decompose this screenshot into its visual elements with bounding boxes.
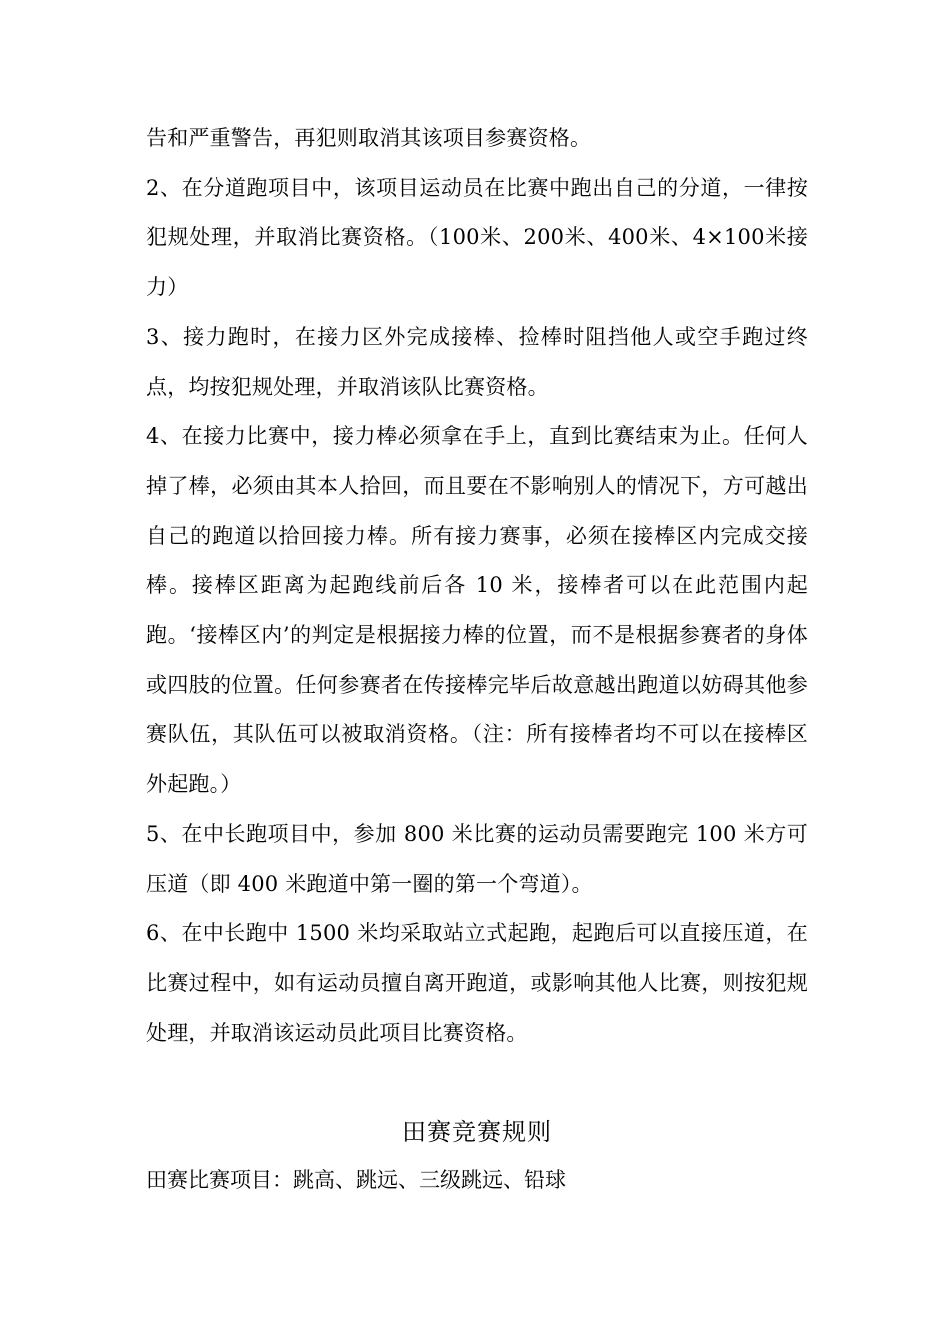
- rules-body: [146, 114, 808, 1058]
- rule-paragraph-2: 2、在分道跑项目中，该项目运动员在比赛中跑出自己的分道，一律按犯规处理，并取消比赛资格。（100米、200米、400米、4×100米接力）: [146, 175, 808, 300]
- rule-paragraph-3: 3、接力跑时，在接力区外完成接棒、捡棒时阻挡他人或空手跑过终点，均按犯规处理，并取消该队比赛资格。: [146, 324, 808, 399]
- rule-paragraph-4: 4、在接力比赛中，接力棒必须拿在手上，直到比赛结束为止。任何人掉了棒，必须由其本人拾回，而且要在不影响别人的情况下，方可越出自己的跑道以拾回接力棒。所有接力赛事，必须在接棒区内完成交接棒。接棒区距离为起跑线前后各 10 米，接棒者可以在此范围内起跑。‘接棒区内’的判定是根据接力棒的位置，而不是根据参赛者的身体或四肢的位置。任何参赛者在传接棒完毕后故意越出跑道以妨碍其他参赛队伍，其队伍可以被取消资格。（注：所有接棒者均不可以在接棒区外起跑。）: [146, 424, 808, 797]
- rule-paragraph-5: 5、在中长跑项目中，参加 800 米比赛的运动员需要跑完 100 米方可压道（即 400 米跑道中第一圈的第一个弯道）。: [146, 821, 808, 896]
- rule-paragraph-continuation: 告和严重警告，再犯则取消其该项目参赛资格。: [146, 126, 592, 150]
- rule-paragraph-6: 6、在中长跑中 1500 米均采取站立式起跑，起跑后可以直接压道，在比赛过程中，如有运动员擅自离开跑道，或影响其他人比赛，则按犯规处理，并取消该运动员此项目比赛资格。: [146, 921, 808, 1045]
- section-title: 田赛竞赛规则: [402, 1118, 552, 1146]
- field-events-line: 田赛比赛项目：跳高、跳远、三级跳远、铅球: [146, 1168, 566, 1192]
